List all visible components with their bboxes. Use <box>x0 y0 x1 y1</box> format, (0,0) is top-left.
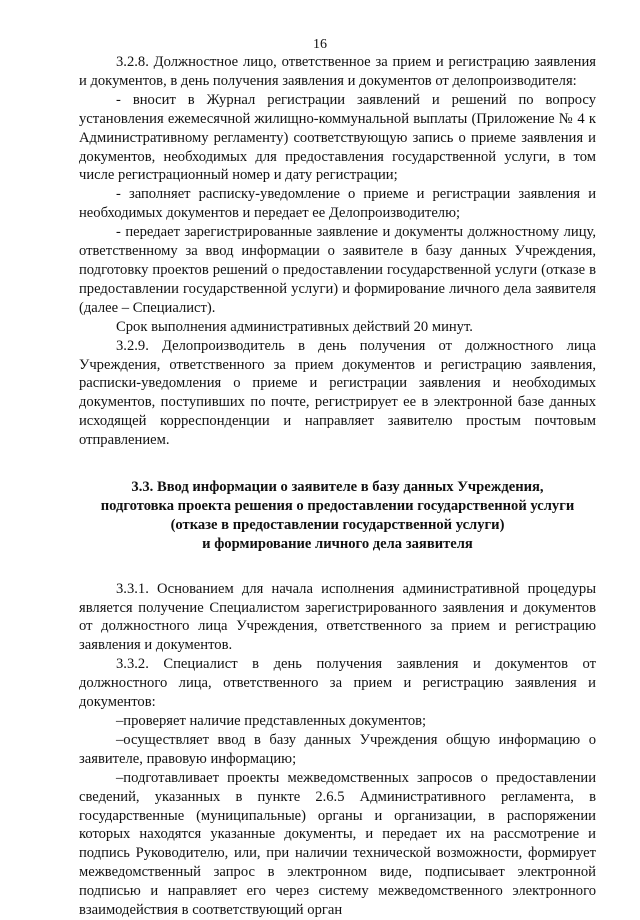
paragraph-3-3-1: 3.3.1. Основанием для начала исполнения административной процедуры является получение Специалистом зарегистрированного заявления и документов от должностного лица Учреждения, ответственного за прием и регистрацию заявления и документов. <box>79 580 596 654</box>
spacer <box>79 554 596 580</box>
section-heading <box>79 478 596 554</box>
section-heading-line: подготовка проекта решения о предоставлении государственной услуги <box>100 497 575 514</box>
paragraph-3-2-9: 3.2.9. Делопроизводитель в день получения от должностного лица Учреждения, ответственного за прием документов и регистрацию заявления, расписки-уведомления о приеме и регистрации заявления и необходимых документов, поступивших по почте, регистрирует ее в электронной базе данных исходящей корреспонденции и направляет заявителю простым почтовым отправлением. <box>79 337 596 449</box>
document-body <box>79 53 596 920</box>
dash-list-item <box>79 769 596 920</box>
dash-marker: – <box>116 713 124 729</box>
paragraph-deadline: Срок выполнения административных действий 20 минут. <box>116 318 473 335</box>
dash-list-item <box>79 712 596 731</box>
spacer <box>79 450 596 478</box>
paragraph-3-2-8: 3.2.8. Должностное лицо, ответственное за прием и регистрацию заявления и документов, в день получения заявления и документов от делопроизводителя: <box>79 54 596 89</box>
dash-marker: – <box>116 769 124 786</box>
page-number: 16 <box>313 37 327 52</box>
section-heading-line: 3.3. Ввод информации о заявителе в базу данных Учреждения, <box>131 479 544 496</box>
dash-marker: – <box>116 731 124 748</box>
section-heading-line: и формирование личного дела заявителя <box>202 535 473 552</box>
dash-item-text: осуществляет ввод в базу данных Учреждения общую информацию о заявителе, правовую информацию; <box>79 731 596 767</box>
section-heading-line: (отказе в предоставлении государственной услуги) <box>170 516 505 533</box>
list-item-journal-entry: - вносит в Журнал регистрации заявлений и решений по вопросу установления ежемесячной жилищно-коммунальной выплаты (Приложение № 4 к Административному регламенту) соответствующую запись о приеме заявления и документов, необходимых для предоставления государственной услуги, в том числе регистрационный номер и дату регистрации; <box>79 91 596 184</box>
dash-item-text: подготавливает проекты межведомственных запросов о предоставлении сведений, указанных в пункте 2.6.5 Административного регламента, в государственные (муниципальные) органы и организации, в распоряжении которых находятся указанные документы, и передает их на рассмотрение и подпись Руководителю, или, при наличии технической возможности, формирует межведомственный запрос в электронном виде, подписывает электронной подписью и направляет его через систему межведомственного электронного взаимодействия в соответствующий орган <box>79 769 596 919</box>
dash-item-text: проверяет наличие представленных документов; <box>123 713 427 729</box>
dash-list-item <box>79 731 596 769</box>
list-item-receipt: - заполняет расписку-уведомление о приеме и регистрации заявления и необходимых документов и передает ее Делопроизводителю; <box>79 186 596 222</box>
list-item-transfer: - передает зарегистрированные заявление и документы должностному лицу, ответственному за ввод информации о заявителе в базу данных Учреждения, подготовку проектов решений о предоставлении государственной услуги (отказе в предоставлении государственной услуги) и формирование личного дела заявителя (далее – Специалист). <box>79 224 596 316</box>
paragraph-3-3-2: 3.3.2. Специалист в день получения заявления и документов от должностного лица, ответственного за прием и регистрацию заявления и документов: <box>79 656 596 711</box>
